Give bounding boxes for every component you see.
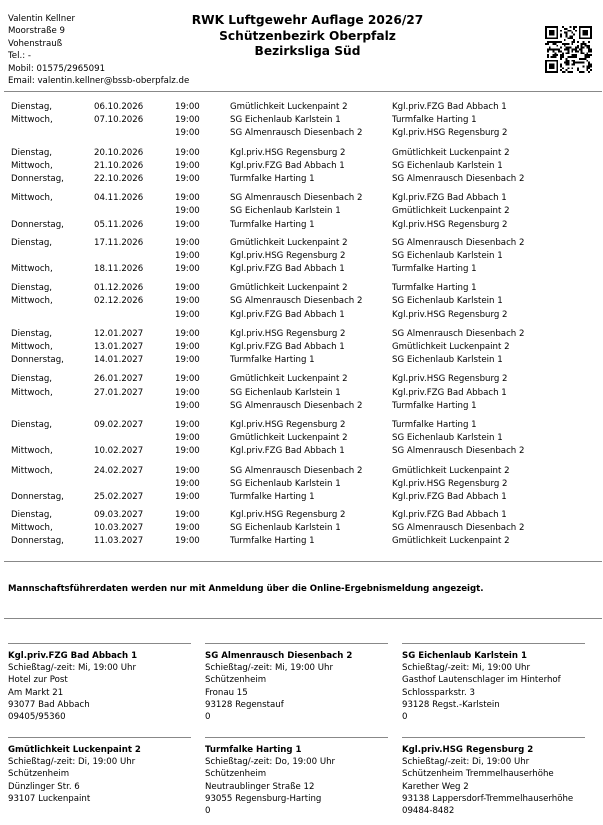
club-name: SG Eichenlaub Karlstein 1 — [402, 651, 527, 661]
home-team: SG Almenrausch Diesenbach 2 — [230, 128, 363, 139]
club-info-line: Schießtag/-zeit: Mi, 19:00 Uhr — [402, 663, 531, 674]
match-date: 11.03.2027 — [94, 536, 144, 547]
guest-team: Gmütlichkeit Luckenpaint 2 — [392, 536, 510, 547]
home-team: SG Almenrausch Diesenbach 2 — [230, 193, 363, 204]
match-time: 19:00 — [175, 433, 200, 444]
club-divider — [402, 737, 585, 744]
club-info-line: Fronau 15 — [205, 687, 248, 698]
club-info-line: 0 — [402, 712, 408, 723]
match-day: Dienstag, — [11, 283, 53, 294]
match-time: 19:00 — [175, 115, 200, 126]
match-day: Dienstag, — [11, 374, 53, 385]
guest-team: SG Eichenlaub Karlstein 1 — [392, 250, 503, 261]
match-time: 19:00 — [175, 446, 200, 457]
match-time: 19:00 — [175, 264, 200, 275]
match-time: 19:00 — [175, 536, 200, 547]
match-date: 27.01.2027 — [94, 387, 144, 398]
match-date: 18.11.2026 — [94, 264, 144, 275]
home-team: Gmütlichkeit Luckenpaint 2 — [230, 102, 348, 112]
club-info-line: Schießtag/-zeit: Di, 19:00 Uhr — [402, 757, 530, 768]
match-time: 19:00 — [175, 355, 200, 366]
home-team: Kgl.priv.HSG Regensburg 2 — [230, 510, 346, 521]
qr-code-icon — [545, 26, 592, 73]
club-info-line: Dünzlinger Str. 6 — [8, 781, 80, 792]
club-info-line: 93128 Regst.-Karlstein — [402, 699, 500, 710]
match-time: 19:00 — [175, 465, 200, 476]
home-team: Turmfalke Harting 1 — [230, 173, 315, 184]
match-time: 19:00 — [175, 237, 200, 248]
match-day: Donnerstag, — [11, 219, 64, 230]
home-team: Kgl.priv.FZG Bad Abbach 1 — [230, 446, 345, 457]
match-time: 19:00 — [175, 250, 200, 261]
guest-team: Turmfalke Harting 1 — [392, 419, 477, 430]
match-date: 04.11.2026 — [94, 193, 144, 204]
club-info-line: 93077 Bad Abbach — [8, 699, 90, 710]
guest-team: Kgl.priv.FZG Bad Abbach 1 — [392, 102, 507, 112]
club-info-line: Schießtag/-zeit: Mi, 19:00 Uhr — [205, 663, 334, 674]
guest-team: Kgl.priv.HSG Regensburg 2 — [392, 219, 508, 230]
club-info-line: 0 — [205, 806, 211, 817]
club-info-line: Am Markt 21 — [8, 687, 64, 698]
match-day: Dienstag, — [11, 510, 53, 521]
club-info-line: Schlossparkstr. 3 — [402, 687, 475, 698]
match-time: 19:00 — [175, 374, 200, 385]
home-team: SG Eichenlaub Karlstein 1 — [230, 523, 341, 534]
guest-team: SG Almenrausch Diesenbach 2 — [392, 328, 525, 339]
match-date: 26.01.2027 — [94, 374, 144, 385]
match-date: 14.01.2027 — [94, 355, 144, 366]
match-date: 06.10.2026 — [94, 102, 144, 112]
club-info-line: Karether Weg 2 — [402, 781, 469, 792]
match-time: 19:00 — [175, 478, 200, 489]
club-info-line: Schießtag/-zeit: Do, 19:00 Uhr — [205, 757, 336, 768]
match-day: Mittwoch, — [11, 160, 53, 171]
guest-team: Kgl.priv.HSG Regensburg 2 — [392, 374, 508, 385]
home-team: Kgl.priv.HSG Regensburg 2 — [230, 250, 346, 261]
match-date: 22.10.2026 — [94, 173, 144, 184]
guest-team: Turmfalke Harting 1 — [392, 264, 477, 275]
match-day: Dienstag, — [11, 328, 53, 339]
club-card — [8, 643, 191, 723]
match-time: 19:00 — [175, 309, 200, 320]
contact-street: Moorstraße 9 — [8, 26, 66, 37]
document-title — [150, 13, 465, 60]
match-day: Donnerstag, — [11, 173, 64, 184]
match-time: 19:00 — [175, 328, 200, 339]
match-day: Mittwoch, — [11, 465, 53, 476]
home-team: Kgl.priv.HSG Regensburg 2 — [230, 328, 346, 339]
home-team: Kgl.priv.HSG Regensburg 2 — [230, 419, 346, 430]
guest-team: Kgl.priv.FZG Bad Abbach 1 — [392, 510, 507, 521]
guest-team: SG Almenrausch Diesenbach 2 — [392, 446, 525, 457]
title-line-3: Bezirksliga Süd — [254, 44, 361, 59]
club-info-line: Schützenheim Tremmelhauserhöhe — [402, 769, 554, 780]
home-team: SG Eichenlaub Karlstein 1 — [230, 206, 341, 217]
guest-team: Gmütlichkeit Luckenpaint 2 — [392, 206, 510, 217]
contact-mobile: Mobil: 01575/2965091 — [8, 63, 106, 74]
match-day: Mittwoch, — [11, 446, 53, 457]
home-team: SG Almenrausch Diesenbach 2 — [230, 296, 363, 307]
match-date: 10.03.2027 — [94, 523, 144, 534]
match-date: 09.03.2027 — [94, 510, 144, 521]
match-date: 21.10.2026 — [94, 160, 144, 171]
home-team: Gmütlichkeit Luckenpaint 2 — [230, 283, 348, 294]
home-team: SG Eichenlaub Karlstein 1 — [230, 115, 341, 126]
match-time: 19:00 — [175, 283, 200, 294]
match-time: 19:00 — [175, 147, 200, 158]
club-divider — [8, 643, 191, 650]
club-info-line: Schützenheim — [205, 675, 267, 686]
contact-name: Valentin Kellner — [8, 14, 76, 24]
guest-team: Turmfalke Harting 1 — [392, 283, 477, 294]
match-day: Donnerstag, — [11, 491, 64, 502]
guest-team: Gmütlichkeit Luckenpaint 2 — [392, 147, 510, 158]
match-date: 17.11.2026 — [94, 237, 144, 248]
guest-team: SG Almenrausch Diesenbach 2 — [392, 523, 525, 534]
match-date: 02.12.2026 — [94, 296, 144, 307]
guest-team: Turmfalke Harting 1 — [392, 115, 477, 126]
match-day: Mittwoch, — [11, 387, 53, 398]
club-divider — [8, 737, 191, 744]
home-team: Turmfalke Harting 1 — [230, 219, 315, 230]
home-team: Turmfalke Harting 1 — [230, 491, 315, 502]
home-team: SG Eichenlaub Karlstein 1 — [230, 387, 341, 398]
home-team: Kgl.priv.FZG Bad Abbach 1 — [230, 160, 345, 171]
guest-team: SG Eichenlaub Karlstein 1 — [392, 160, 503, 171]
match-day: Dienstag, — [11, 102, 53, 112]
club-info-line: Hotel zur Post — [8, 675, 68, 686]
match-day: Mittwoch, — [11, 264, 53, 275]
club-card — [402, 737, 585, 817]
guest-team: SG Almenrausch Diesenbach 2 — [392, 173, 525, 184]
club-name: SG Almenrausch Diesenbach 2 — [205, 651, 353, 661]
match-date: 25.02.2027 — [94, 491, 144, 502]
guest-team: SG Almenrausch Diesenbach 2 — [392, 237, 525, 248]
guest-team: Gmütlichkeit Luckenpaint 2 — [392, 342, 510, 352]
guest-team: Kgl.priv.HSG Regensburg 2 — [392, 128, 508, 139]
club-info-line: Schützenheim — [8, 769, 70, 780]
guest-team: SG Eichenlaub Karlstein 1 — [392, 296, 503, 307]
home-team: Kgl.priv.FZG Bad Abbach 1 — [230, 342, 345, 352]
club-info-line: Schießtag/-zeit: Di, 19:00 Uhr — [8, 757, 136, 768]
guest-team: Gmütlichkeit Luckenpaint 2 — [392, 465, 510, 476]
notice-text: Mannschaftsführerdaten werden nur mit Anmeldung über die Online-Ergebnismeldung angezeigt. — [8, 584, 484, 594]
match-time: 19:00 — [175, 523, 200, 534]
title-line-2: Schützenbezirk Oberpfalz — [219, 28, 396, 43]
home-team: SG Eichenlaub Karlstein 1 — [230, 478, 341, 489]
home-team: Gmütlichkeit Luckenpaint 2 — [230, 433, 348, 444]
guest-team: Turmfalke Harting 1 — [392, 400, 477, 411]
club-divider — [205, 737, 388, 744]
guest-team: Kgl.priv.FZG Bad Abbach 1 — [392, 387, 507, 398]
club-info-line: Neutraublinger Straße 12 — [205, 781, 315, 792]
match-date: 24.02.2027 — [94, 465, 144, 476]
match-day: Dienstag, — [11, 237, 53, 248]
club-card — [8, 737, 191, 805]
match-day: Donnerstag, — [11, 355, 64, 366]
match-time: 19:00 — [175, 342, 200, 352]
home-team: Turmfalke Harting 1 — [230, 536, 315, 547]
divider-schedule-end — [4, 561, 602, 562]
match-date: 09.02.2027 — [94, 419, 144, 430]
match-day: Mittwoch, — [11, 296, 53, 307]
club-card — [402, 643, 585, 723]
club-info-line: Gasthof Lautenschlager im Hinterhof — [402, 675, 561, 686]
match-date: 20.10.2026 — [94, 147, 144, 158]
match-time: 19:00 — [175, 173, 200, 184]
home-team: Kgl.priv.HSG Regensburg 2 — [230, 147, 346, 158]
home-team: Gmütlichkeit Luckenpaint 2 — [230, 237, 348, 248]
match-day: Mittwoch, — [11, 342, 53, 352]
match-time: 19:00 — [175, 219, 200, 230]
match-day: Mittwoch, — [11, 193, 53, 204]
match-time: 19:00 — [175, 128, 200, 139]
match-date: 13.01.2027 — [94, 342, 144, 352]
club-divider — [205, 643, 388, 650]
home-team: SG Almenrausch Diesenbach 2 — [230, 465, 363, 476]
home-team: Kgl.priv.FZG Bad Abbach 1 — [230, 309, 345, 320]
match-day: Mittwoch, — [11, 523, 53, 534]
divider-top — [4, 91, 602, 92]
match-date: 07.10.2026 — [94, 115, 144, 126]
club-divider — [402, 643, 585, 650]
match-time: 19:00 — [175, 400, 200, 411]
match-day: Dienstag, — [11, 147, 53, 158]
guest-team: Kgl.priv.FZG Bad Abbach 1 — [392, 193, 507, 204]
guest-team: Kgl.priv.HSG Regensburg 2 — [392, 309, 508, 320]
match-time: 19:00 — [175, 510, 200, 521]
match-date: 10.02.2027 — [94, 446, 144, 457]
match-time: 19:00 — [175, 102, 200, 112]
club-info-line: 93055 Regensburg-Harting — [205, 793, 322, 804]
match-day: Mittwoch, — [11, 115, 53, 126]
match-day: Donnerstag, — [11, 536, 64, 547]
club-name: Kgl.priv.HSG Regensburg 2 — [402, 745, 534, 755]
match-time: 19:00 — [175, 206, 200, 217]
match-date: 01.12.2026 — [94, 283, 144, 294]
match-time: 19:00 — [175, 160, 200, 171]
club-name: Turmfalke Harting 1 — [205, 745, 302, 755]
match-date: 05.11.2026 — [94, 219, 144, 230]
match-date: 12.01.2027 — [94, 328, 144, 339]
guest-team: SG Eichenlaub Karlstein 1 — [392, 433, 503, 444]
club-name: Gmütlichkeit Luckenpaint 2 — [8, 745, 141, 755]
title-line-1: RWK Luftgewehr Auflage 2026/27 — [191, 13, 424, 27]
club-card — [205, 643, 388, 723]
guest-team: Kgl.priv.FZG Bad Abbach 1 — [392, 491, 507, 502]
club-info-line: 93128 Regenstauf — [205, 699, 284, 710]
home-team: Gmütlichkeit Luckenpaint 2 — [230, 374, 348, 385]
guest-team: Kgl.priv.HSG Regensburg 2 — [392, 478, 508, 489]
guest-team: SG Eichenlaub Karlstein 1 — [392, 355, 503, 366]
contact-phone: Tel.: - — [8, 51, 31, 62]
home-team: Kgl.priv.FZG Bad Abbach 1 — [230, 264, 345, 275]
club-card — [205, 737, 388, 817]
club-info-line: Schützenheim — [205, 769, 267, 780]
match-day: Dienstag, — [11, 419, 53, 430]
match-time: 19:00 — [175, 491, 200, 502]
match-time: 19:00 — [175, 419, 200, 430]
divider-notice-end — [4, 618, 602, 619]
club-name: Kgl.priv.FZG Bad Abbach 1 — [8, 651, 138, 661]
home-team: Turmfalke Harting 1 — [230, 355, 315, 366]
club-info-line: 93138 Lappersdorf-Tremmelhauserhöhe — [402, 793, 574, 804]
club-info-line: 09405/95360 — [8, 712, 66, 723]
club-info-line: 93107 Luckenpaint — [8, 793, 91, 804]
contact-city: Vohenstrauß — [8, 38, 63, 49]
club-info-line: 09484-8482 — [402, 806, 455, 817]
match-time: 19:00 — [175, 387, 200, 398]
match-time: 19:00 — [175, 296, 200, 307]
club-info-line: 0 — [205, 712, 211, 723]
home-team: SG Almenrausch Diesenbach 2 — [230, 400, 363, 411]
contact-email: Email: valentin.kellner@bssb-oberpfalz.de — [8, 76, 190, 87]
match-time: 19:00 — [175, 193, 200, 204]
club-info-line: Schießtag/-zeit: Mi, 19:00 Uhr — [8, 663, 137, 674]
